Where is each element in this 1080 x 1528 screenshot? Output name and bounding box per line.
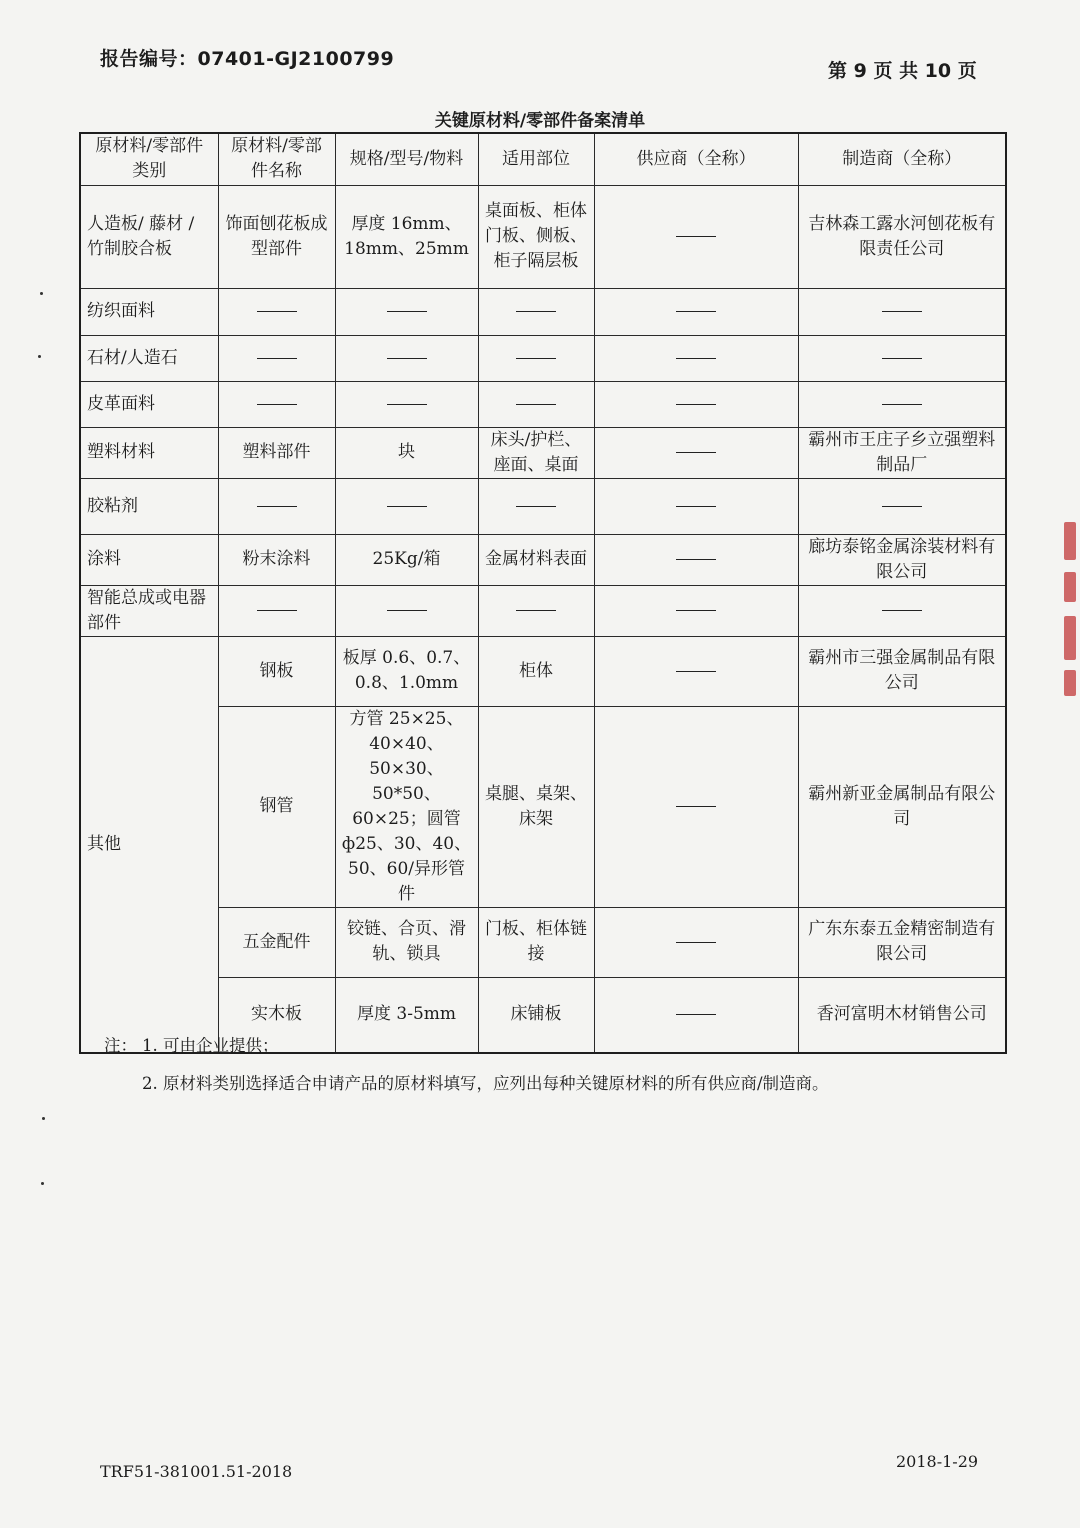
dash-mark [676,311,716,312]
dash-mark [676,358,716,359]
table-cell [594,478,798,534]
table-cell: 方管 25×25、40×40、50×30、50*50、60×25；圆管 ф25、30、40、50、60/异形管件 [335,706,478,907]
dash-mark [676,942,716,943]
table-row [80,706,1006,907]
table-cell [798,381,1006,427]
table-row [80,636,1006,706]
scan-speck [41,1182,44,1185]
table-cell: 胶粘剂 [80,478,218,534]
table-cell: 涂料 [80,534,218,585]
table-cell: 板厚 0.6、0.7、0.8、1.0mm [335,636,478,706]
table-cell: 钢板 [218,636,335,706]
table-cell: 柜体 [478,636,594,706]
table-cell [218,585,335,636]
table-cell [594,706,798,907]
dash-mark [676,671,716,672]
dash-mark [516,311,556,312]
dash-mark [882,358,922,359]
column-header: 供应商（全称） [594,133,798,185]
dash-mark [387,358,427,359]
dash-mark [676,610,716,611]
column-header: 原材料/零部件类别 [80,133,218,185]
table-cell: 铰链、合页、滑轨、锁具 [335,907,478,977]
table-cell: 粉末涂料 [218,534,335,585]
table-cell: 智能总成或电器部件 [80,585,218,636]
table-cell: 五金配件 [218,907,335,977]
table-cell: 霸州市三强金属制品有限公司 [798,636,1006,706]
table-row [80,288,1006,335]
materials-table [79,132,1007,1054]
dash-mark [257,404,297,405]
table-cell [335,585,478,636]
table-cell [594,381,798,427]
table-cell: 人造板/ 藤材 / 竹制胶合板 [80,185,218,288]
table-cell: 厚度 16mm、18mm、25mm [335,185,478,288]
table-cell: 厚度 3-5mm [335,977,478,1053]
dash-mark [516,506,556,507]
dash-mark [257,311,297,312]
table-body [80,133,1006,1053]
table-cell [478,585,594,636]
table-cell [335,478,478,534]
table-cell [218,381,335,427]
dash-mark [516,358,556,359]
dash-mark [257,506,297,507]
table-cell: 床头/护栏、座面、桌面 [478,427,594,478]
dash-mark [676,1014,716,1015]
table-cell [594,534,798,585]
table-cell [335,381,478,427]
table-cell [335,335,478,381]
dash-mark [676,806,716,807]
table-row [80,585,1006,636]
table-cell [798,585,1006,636]
form-code: TRF51-381001.51-2018 [100,1462,293,1481]
table-row [80,478,1006,534]
dash-mark [387,506,427,507]
table-row [80,427,1006,478]
table-cell: 25Kg/箱 [335,534,478,585]
notes-prefix: 注： [104,1036,137,1055]
header-row [80,133,1006,185]
table-cell [798,335,1006,381]
note-1: 1. 可由企业提供； [142,1036,279,1055]
table-cell: 廊坊泰铭金属涂装材料有限公司 [798,534,1006,585]
dash-mark [882,404,922,405]
column-header: 适用部位 [478,133,594,185]
table-row [80,907,1006,977]
table-cell: 纺织面料 [80,288,218,335]
column-header: 原材料/零部件名称 [218,133,335,185]
table-cell: 金属材料表面 [478,534,594,585]
table-cell [594,977,798,1053]
table-cell [594,288,798,335]
dash-mark [387,311,427,312]
table-cell [218,288,335,335]
dash-mark [676,452,716,453]
scan-speck [42,1117,45,1120]
table-cell: 块 [335,427,478,478]
dash-mark [676,404,716,405]
table-cell: 桌面板、柜体门板、侧板、柜子隔层板 [478,185,594,288]
dash-mark [257,610,297,611]
table-cell [798,478,1006,534]
table-title: 关键原材料/零部件备案清单 [434,111,646,131]
dash-mark [882,610,922,611]
scan-speck [40,292,43,295]
table-cell: 霸州新亚金属制品有限公司 [798,706,1006,907]
table-cell: 实木板 [218,977,335,1053]
dash-mark [516,404,556,405]
form-date: 2018-1-29 [896,1452,979,1471]
table-cell: 钢管 [218,706,335,907]
table-cell [218,335,335,381]
dash-mark [882,506,922,507]
table-cell [478,381,594,427]
table-row [80,185,1006,288]
dash-mark [882,311,922,312]
table-cell [594,185,798,288]
column-header: 规格/型号/物料 [335,133,478,185]
table-cell [218,478,335,534]
table-cell: 霸州市王庄子乡立强塑料制品厂 [798,427,1006,478]
report-number-label: 报告编号： [100,48,198,70]
dash-mark [676,236,716,237]
column-header: 制造商（全称） [798,133,1006,185]
table-row [80,534,1006,585]
dash-mark [257,358,297,359]
table-cell: 石材/人造石 [80,335,218,381]
table-cell: 桌腿、桌架、床架 [478,706,594,907]
table-cell: 吉林森工露水河刨花板有限责任公司 [798,185,1006,288]
table-cell: 床铺板 [478,977,594,1053]
dash-mark [676,506,716,507]
report-number [100,44,394,71]
dash-mark [676,559,716,560]
page-indicator: 第 9 页 共 10 页 [828,60,977,82]
table-cell: 塑料材料 [80,427,218,478]
table-cell: 塑料部件 [218,427,335,478]
table-cell: 饰面刨花板成型部件 [218,185,335,288]
table-cell [478,335,594,381]
table-cell: 香河富明木材销售公司 [798,977,1006,1053]
table-cell: 门板、柜体链接 [478,907,594,977]
stamp-edge-mark [1062,520,1080,700]
table-cell [594,585,798,636]
table-cell [798,288,1006,335]
table-cell [594,636,798,706]
table-cell: 皮革面料 [80,381,218,427]
table-row [80,335,1006,381]
note-2: 2. 原材料类别选择适合申请产品的原材料填写，应列出每种关键原材料的所有供应商/制造商。 [142,1074,829,1093]
table-row [80,381,1006,427]
table-cell [594,427,798,478]
report-number-value: 07401-GJ2100799 [197,48,395,70]
dash-mark [387,610,427,611]
dash-mark [516,610,556,611]
dash-mark [387,404,427,405]
table-cell [335,288,478,335]
group-category-cell: 其他 [80,636,218,1053]
table-cell [478,478,594,534]
table-cell [478,288,594,335]
table-cell [594,907,798,977]
table-cell: 广东东泰五金精密制造有限公司 [798,907,1006,977]
scan-speck [38,355,41,358]
table-cell [594,335,798,381]
